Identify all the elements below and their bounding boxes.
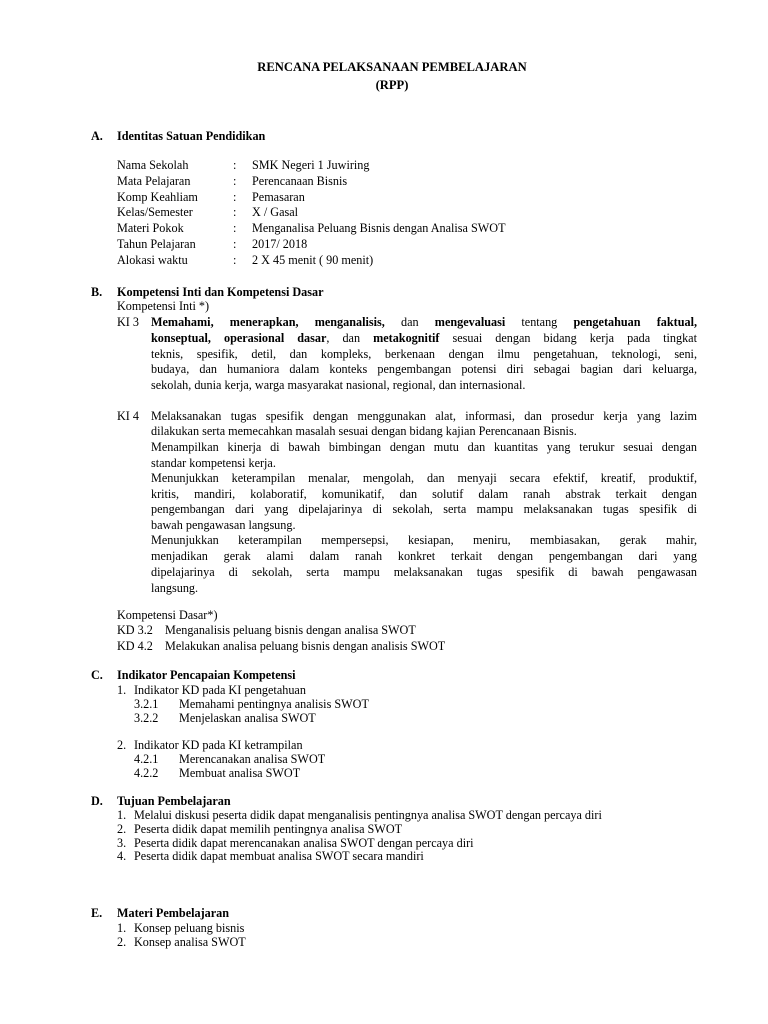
kd-label: Kompetensi Dasar*) <box>117 608 218 622</box>
identity-colon: : <box>233 253 237 267</box>
ki-label: Kompetensi Inti *) <box>117 299 210 313</box>
objective-text: Peserta didik dapat merencanakan analisa SWOT dengan percaya diri <box>134 836 474 850</box>
indicator-text: Menjelaskan analisa SWOT <box>179 711 316 725</box>
identity-value: SMK Negeri 1 Juwiring <box>252 158 370 172</box>
section-c-letter: C. <box>91 668 103 682</box>
identity-value: Perencanaan Bisnis <box>252 174 348 188</box>
ki3-text: sesuai dengan bidang kerja pada tingkat <box>439 331 697 345</box>
ki3-bold: Memahami, menerapkan, menganalisis, <box>151 315 385 329</box>
kd-code: KD 3.2 <box>117 623 153 637</box>
indicator-group-title: Indikator KD pada KI pengetahuan <box>134 683 306 697</box>
section-e-letter: E. <box>91 906 103 920</box>
ki3-bold: metakognitif <box>373 331 440 345</box>
kd-code: KD 4.2 <box>117 639 153 653</box>
ki4-line-10: menjadikan gerak alami dalam ranah konkret terkait dengan pengembangan dari yang <box>151 549 697 563</box>
ki3-line-5: sekolah, dunia kerja, warga masyarakat nasional, regional, dan internasional. <box>151 378 526 392</box>
section-b-letter: B. <box>91 285 103 299</box>
ki4-line-12: langsung. <box>151 581 199 595</box>
identity-colon: : <box>233 174 237 188</box>
identity-value: Pemasaran <box>252 190 305 204</box>
objective-num: 2. <box>117 822 127 836</box>
identity-label: Mata Pelajaran <box>117 174 191 188</box>
ki3-line-4: budaya, dan humaniora dalam konteks pengembangan potensi diri sebagai bagian dari keluarga, <box>151 362 697 376</box>
identity-label: Nama Sekolah <box>117 158 189 172</box>
identity-colon: : <box>233 158 237 172</box>
section-a-letter: A. <box>91 129 103 143</box>
ki4-line-4: standar kompetensi kerja. <box>151 456 276 470</box>
kd-text: Melakukan analisa peluang bisnis dengan analisis SWOT <box>165 639 446 653</box>
ki4-line-1: Melaksanakan tugas spesifik dengan menggunakan alat, informasi, dan prosedur kerja yang lazim <box>151 409 697 423</box>
identity-value: X / Gasal <box>252 205 299 219</box>
identity-colon: : <box>233 190 237 204</box>
identity-label: Alokasi waktu <box>117 253 188 267</box>
objective-num: 3. <box>117 836 127 850</box>
ki4-line-9: Menunjukkan keterampilan mempersepsi, kesiapan, meniru, membiasakan, gerak mahir, <box>151 533 697 547</box>
indicator-group-num: 2. <box>117 738 127 752</box>
identity-colon: : <box>233 221 237 235</box>
objective-text: Peserta didik dapat memilih pentingnya analisa SWOT <box>134 822 403 836</box>
kd-text: Menganalisis peluang bisnis dengan analisa SWOT <box>165 623 416 637</box>
identity-label: Materi Pokok <box>117 221 184 235</box>
section-e-heading: Materi Pembelajaran <box>117 906 230 920</box>
ki3-bold: mengevaluasi <box>434 315 506 329</box>
indicator-group-title: Indikator KD pada KI ketrampilan <box>134 738 303 752</box>
identity-label: Tahun Pelajaran <box>117 237 196 251</box>
ki3-code: KI 3 <box>117 315 140 329</box>
ki4-line-7: pengembangan dari yang dipelajarinya di sekolah, serta mampu melaksanakan tugas spesifik di <box>151 502 697 516</box>
indicator-text: Merencanakan analisa SWOT <box>179 752 326 766</box>
indicator-code: 4.2.2 <box>134 766 159 780</box>
objective-text: Melalui diskusi peserta didik dapat menganalisis pentingnya analisa SWOT dengan percaya diri <box>134 808 602 822</box>
identity-value: 2017/ 2018 <box>252 237 308 251</box>
indicator-text: Membuat analisa SWOT <box>179 766 301 780</box>
ki3-bold: pengetahuan faktual, <box>573 315 697 329</box>
ki3-text: , dan <box>326 331 374 345</box>
ki3-text: tentang <box>505 315 574 329</box>
document-subtitle: (RPP) <box>375 78 409 92</box>
document-title: RENCANA PELAKSANAAN PEMBELAJARAN <box>257 60 527 74</box>
identity-colon: : <box>233 237 237 251</box>
ki3-text: dan <box>384 315 435 329</box>
objective-text: Peserta didik dapat membuat analisa SWOT secara mandiri <box>134 849 424 863</box>
identity-colon: : <box>233 205 237 219</box>
identity-value: Menganalisa Peluang Bisnis dengan Analisa SWOT <box>252 221 506 235</box>
ki3-line-1 <box>151 315 697 331</box>
ki4-line-6: kritis, mandiri, kolaboratif, komunikatif, dan solutif dalam ranah abstrak terkait dengan <box>151 487 697 501</box>
section-b-heading: Kompetensi Inti dan Kompetensi Dasar <box>117 285 324 299</box>
indicator-code: 3.2.2 <box>134 711 159 725</box>
ki4-line-5: Menunjukkan keterampilan menalar, mengolah, dan menyaji secara efektif, kreatif, produktif, <box>151 471 697 485</box>
indicator-code: 4.2.1 <box>134 752 159 766</box>
material-text: Konsep analisa SWOT <box>134 935 246 949</box>
objective-num: 1. <box>117 808 127 822</box>
ki3-bold: konseptual, operasional dasar <box>151 331 327 345</box>
indicator-group-num: 1. <box>117 683 127 697</box>
section-d-heading: Tujuan Pembelajaran <box>117 794 231 808</box>
section-a-heading: Identitas Satuan Pendidikan <box>117 129 266 143</box>
ki4-code: KI 4 <box>117 409 140 423</box>
identity-label: Komp Keahliam <box>117 190 198 204</box>
material-num: 2. <box>117 935 127 949</box>
indicator-text: Memahami pentingnya analisis SWOT <box>179 697 369 711</box>
ki3-line-2 <box>151 331 697 347</box>
ki4-line-3: Menampilkan kinerja di bawah bimbingan dengan mutu dan kuantitas yang terukur sesuai dengan <box>151 440 697 454</box>
section-c-heading: Indikator Pencapaian Kompetensi <box>117 668 296 682</box>
objective-num: 4. <box>117 849 127 863</box>
indicator-code: 3.2.1 <box>134 697 159 711</box>
ki4-line-11: dipelajarinya di sekolah, serta mampu melaksanakan tugas spesifik di bawah pengawasan <box>151 565 697 579</box>
ki4-line-2: dilakukan serta memecahkan masalah sesuai dengan bidang kajian Perencanaan Bisnis. <box>151 424 577 438</box>
ki4-line-8: bawah pengawasan langsung. <box>151 518 296 532</box>
ki3-line-3: teknis, spesifik, detil, dan kompleks, berkenaan dengan ilmu pengetahuan, teknologi, seni, <box>151 347 697 361</box>
material-num: 1. <box>117 921 127 935</box>
identity-label: Kelas/Semester <box>117 205 193 219</box>
material-text: Konsep peluang bisnis <box>134 921 245 935</box>
section-d-letter: D. <box>91 794 103 808</box>
identity-value: 2 X 45 menit ( 90 menit) <box>252 253 374 267</box>
